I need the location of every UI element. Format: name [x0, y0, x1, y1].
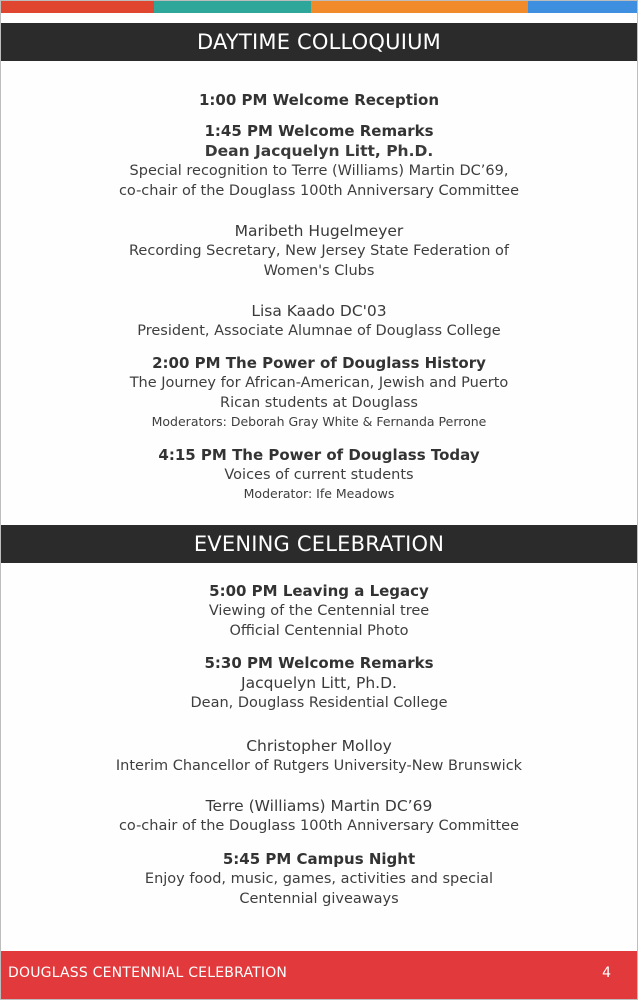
color-bar-blue [528, 1, 637, 13]
evening-section-header: EVENING CELEBRATION [1, 525, 637, 563]
item-line: Special recognition to Terre (Williams) Martin DC’69, [129, 163, 509, 179]
evening-item-1 [1, 581, 637, 641]
item-time-title: 5:45 PM Campus Night [222, 850, 416, 868]
item-line: The Journey for African-American, Jewish and Puerto [129, 375, 509, 391]
item-speaker: Maribeth Hugelmeyer [234, 222, 404, 240]
item-time-title: 5:30 PM Welcome Remarks [204, 654, 434, 672]
item-line: Official Centennial Photo [229, 623, 409, 639]
daytime-item-3 [1, 221, 637, 281]
page-number: 4 [602, 965, 611, 981]
item-line: co-chair of the Douglass 100th Anniversary Committee [118, 183, 520, 199]
daytime-item-5 [1, 353, 637, 430]
footer-title: DOUGLASS CENTENNIAL CELEBRATION [8, 965, 288, 981]
daytime-item-2 [1, 121, 637, 201]
item-line: President, Associate Alumnae of Douglass College [137, 323, 501, 339]
item-line: Rican students at Douglass [220, 395, 418, 411]
item-time-title: 1:45 PM Welcome Remarks [204, 122, 434, 140]
daytime-section-header: DAYTIME COLLOQUIUM [1, 23, 637, 61]
item-speaker: Dean Jacquelyn Litt, Ph.D. [204, 142, 434, 160]
footer-bar [1, 951, 637, 999]
item-time-title: 2:00 PM The Power of Douglass History [152, 354, 486, 372]
item-time-title: 4:15 PM The Power of Douglass Today [158, 446, 480, 464]
item-speaker: Lisa Kaado DC'03 [251, 302, 387, 320]
item-speaker: Terre (Williams) Martin DC’69 [205, 797, 433, 815]
daytime-item-4 [1, 301, 637, 341]
item-line: Dean, Douglass Residential College [190, 695, 448, 711]
item-time-title: 5:00 PM Leaving a Legacy [209, 582, 429, 600]
evening-item-3 [1, 736, 637, 776]
item-line: Voices of current students [224, 467, 414, 483]
daytime-item-1 [1, 90, 637, 110]
item-line: Women's Clubs [263, 263, 375, 279]
color-bar-teal [154, 1, 311, 13]
item-time-title: 1:00 PM Welcome Reception [198, 91, 440, 109]
item-speaker: Christopher Molloy [246, 737, 392, 755]
item-line: Centennial giveaways [239, 891, 399, 907]
item-line: Enjoy food, music, games, activities and special [144, 871, 494, 887]
item-speaker: Jacquelyn Litt, Ph.D. [241, 674, 397, 692]
evening-item-2 [1, 653, 637, 713]
item-line: Recording Secretary, New Jersey State Federation of [129, 243, 509, 259]
item-line: co-chair of the Douglass 100th Anniversary Committee [118, 818, 520, 834]
daytime-item-6 [1, 445, 637, 502]
item-line: Viewing of the Centennial tree [208, 603, 430, 619]
evening-item-5 [1, 849, 637, 909]
color-bar-orange [311, 1, 528, 13]
evening-item-4 [1, 796, 637, 836]
item-moderators: Moderator: Ife Meadows [243, 486, 395, 501]
item-moderators: Moderators: Deborah Gray White & Fernanda Perrone [151, 414, 487, 429]
color-bar-red [1, 1, 154, 13]
item-line: Interim Chancellor of Rutgers University-New Brunswick [115, 758, 523, 774]
